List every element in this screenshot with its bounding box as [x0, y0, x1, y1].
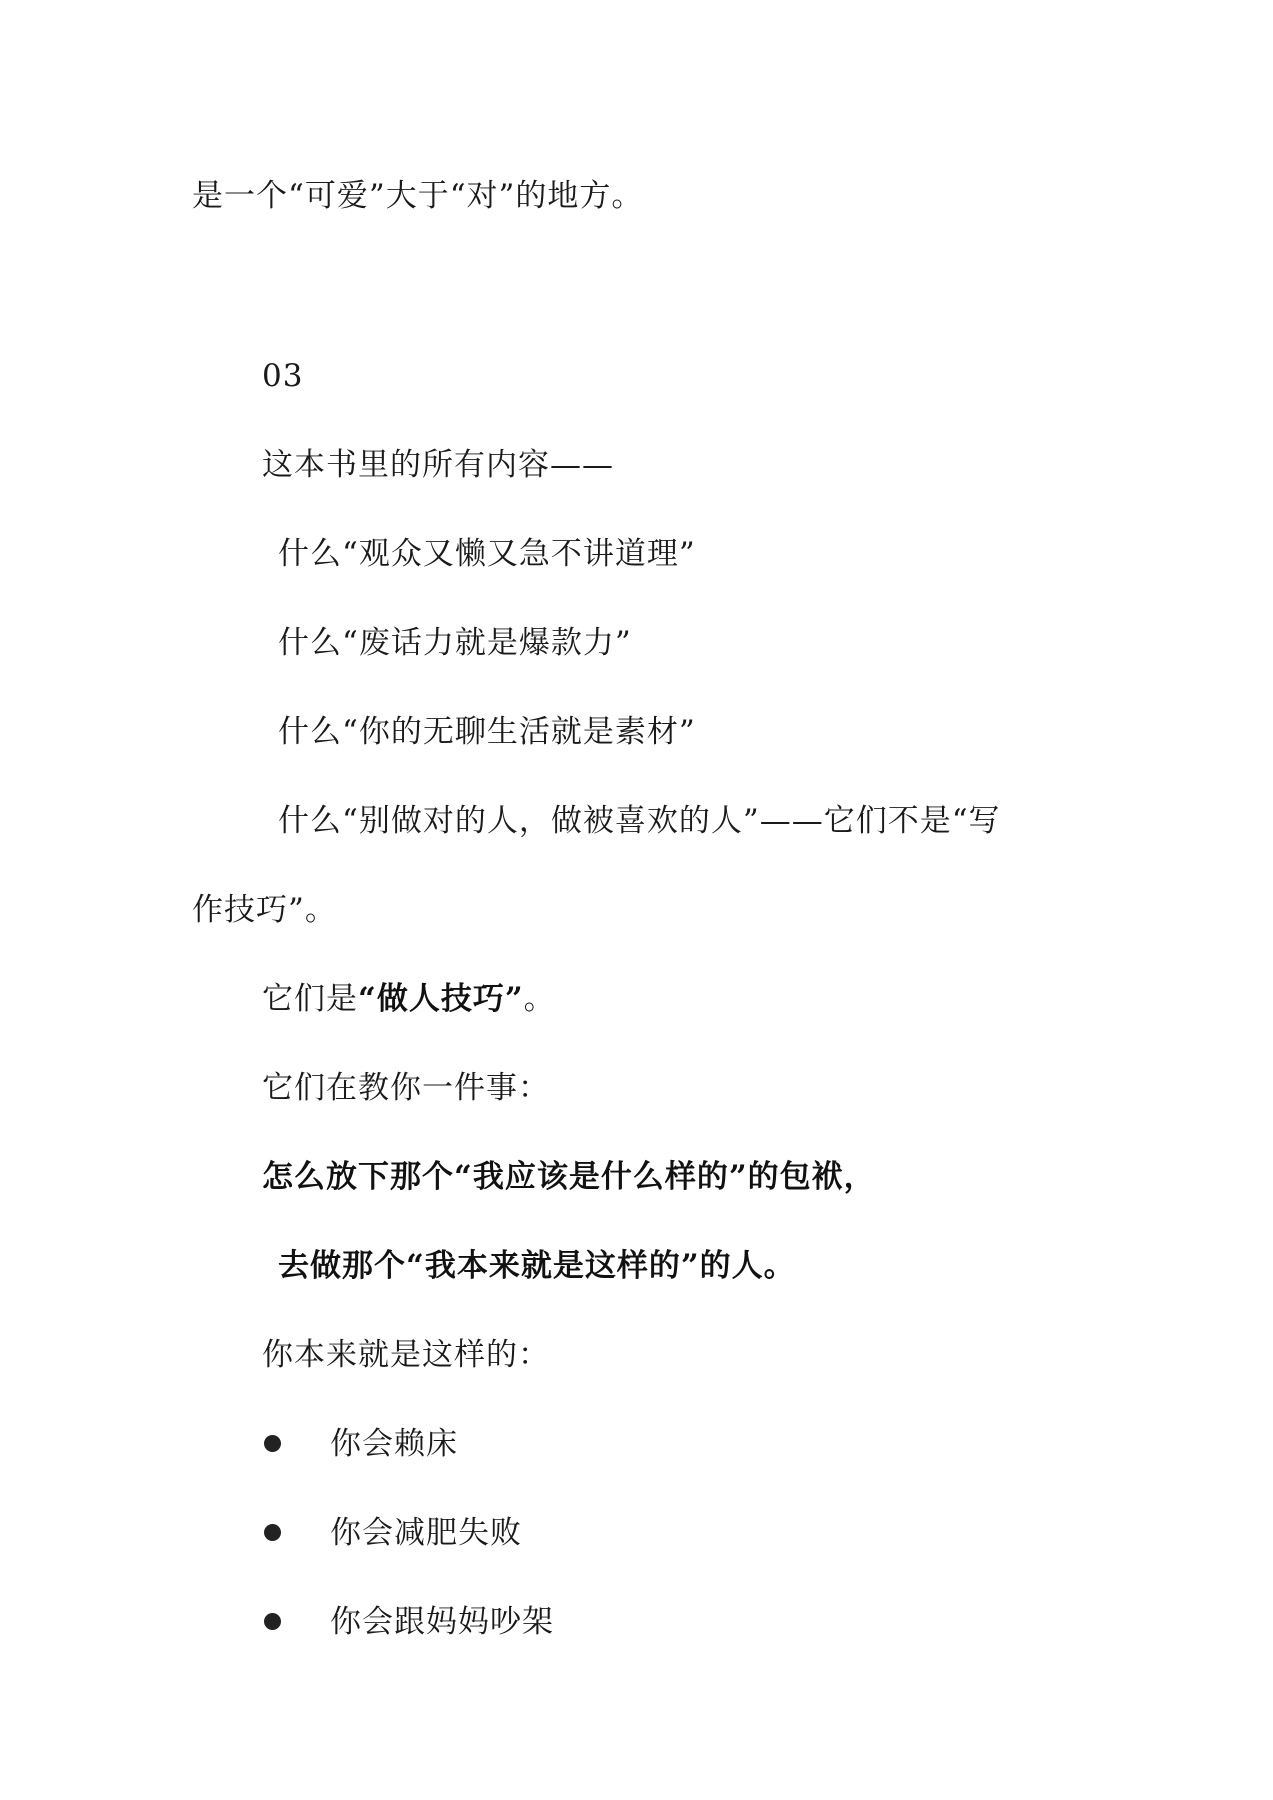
list-item-text: 你会减肥失败 — [330, 1515, 522, 1551]
paragraph-line: 什么“废话力就是爆款力” — [278, 625, 632, 661]
paragraph-line: 你本来就是这样的： — [262, 1337, 550, 1373]
paragraph-line: 这本书里的所有内容—— — [262, 447, 614, 483]
paragraph-line: 什么“你的无聊生活就是素材” — [278, 714, 696, 750]
paragraph-line: 作技巧”。 — [192, 892, 337, 928]
bullet-icon — [264, 1613, 281, 1630]
emphasis-line: 去做那个“我本来就是这样的”的人。 — [278, 1248, 796, 1284]
paragraph-line: 是一个“可爱”大于“对”的地方。 — [192, 178, 644, 214]
paragraph-line: 什么“观众又懒又急不讲道理” — [278, 536, 696, 572]
paragraph-line: 它们在教你一件事： — [262, 1070, 550, 1106]
emphasis-line: 怎么放下那个“我应该是什么样的”的包袱， — [262, 1159, 876, 1195]
bullet-icon — [264, 1435, 281, 1452]
section-number: 03 — [262, 358, 304, 394]
text-suffix: 。 — [523, 981, 556, 1017]
paragraph-line-mixed — [262, 979, 556, 1019]
paragraph-line: 什么“别做对的人，做被喜欢的人”——它们不是“写 — [278, 803, 1001, 839]
list-item-text: 你会跟妈妈吵架 — [330, 1604, 554, 1640]
bullet-icon — [264, 1524, 281, 1541]
list-item-text: 你会赖床 — [330, 1426, 458, 1462]
emphasis-text: “做人技巧” — [358, 981, 524, 1017]
text-prefix: 它们是 — [262, 981, 358, 1017]
